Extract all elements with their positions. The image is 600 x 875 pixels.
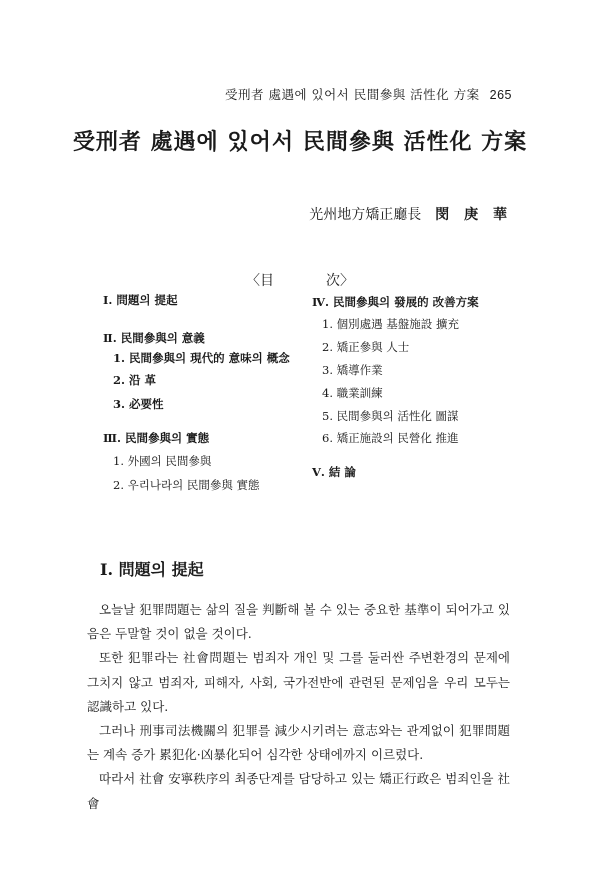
paragraph: 따라서 社會 安寧秩序의 최종단계를 담당하고 있는 矯正行政은 범죄인을 社會 xyxy=(87,771,510,811)
toc-entry: Ⅱ. 民間參與의 意義 xyxy=(103,331,205,345)
section-heading: Ⅰ. 問題의 提起 xyxy=(100,560,204,579)
page-number: 265 xyxy=(489,88,512,102)
toc-entry: 1. 個別處遇 基盤施設 擴充 xyxy=(322,317,459,331)
body-text xyxy=(87,598,510,816)
toc-entry: 1. 民間參與의 現代的 意味의 概念 xyxy=(113,351,290,365)
toc-entry: 2. 우리나라의 民間參與 實態 xyxy=(113,478,260,492)
toc-entry: 6. 矯正施設의 民營化 推進 xyxy=(322,431,459,445)
article-title: 受刑者 處遇에 있어서 民間參與 活性化 方案 xyxy=(72,129,528,155)
paragraph: 오늘날 犯罪問題는 삶의 질을 判斷해 볼 수 있는 중요한 基準이 되어가고 있음은 두말할 것이 없을 것이다. xyxy=(87,602,510,642)
toc-entry: Ⅰ. 問題의 提起 xyxy=(103,293,178,307)
author-name: 閔 庚 華 xyxy=(435,207,512,223)
toc-entry: 2. 矯正參與 人士 xyxy=(322,340,410,354)
toc-entry: 2. 沿 革 xyxy=(113,373,157,387)
toc-entry: 4. 職業訓練 xyxy=(322,386,383,400)
paragraph: 또한 犯罪라는 社會問題는 범죄자 개인 및 그를 둘러싼 주변환경의 문제에 그치지 않고 범죄자, 피해자, 사회, 국가전반에 관련된 문제임을 우리 모두는 認識하고 있다. xyxy=(87,650,510,714)
toc-entry: Ⅳ. 民間參與의 發展的 改善方案 xyxy=(312,295,479,309)
toc-entry: 1. 外國의 民間參與 xyxy=(113,454,212,468)
toc-entry: 5. 民間參與의 活性化 圖謀 xyxy=(322,409,459,423)
toc-entry: 3. 矯導作業 xyxy=(322,363,383,377)
toc-entry: 3. 必要性 xyxy=(113,397,164,411)
author-line xyxy=(309,204,512,224)
toc-heading-right: 次〉 xyxy=(326,273,354,289)
author-affiliation: 光州地方矯正廳長 xyxy=(309,207,422,223)
paragraph: 그러나 刑事司法機關의 犯罪를 減少시키려는 意志와는 관계없이 犯罪問題는 계속 증가 累犯化·凶暴化되어 심각한 상태에까지 이르렀다. xyxy=(87,723,510,763)
toc-heading xyxy=(0,270,600,290)
running-title: 受刑者 處遇에 있어서 民間參與 活性化 方案 xyxy=(224,87,480,102)
toc-entry: Ⅴ. 結 論 xyxy=(312,465,356,479)
toc-entry: Ⅲ. 民間參與의 實態 xyxy=(103,431,210,445)
running-header xyxy=(225,85,512,103)
toc-heading-left: 〈目 xyxy=(246,273,274,289)
